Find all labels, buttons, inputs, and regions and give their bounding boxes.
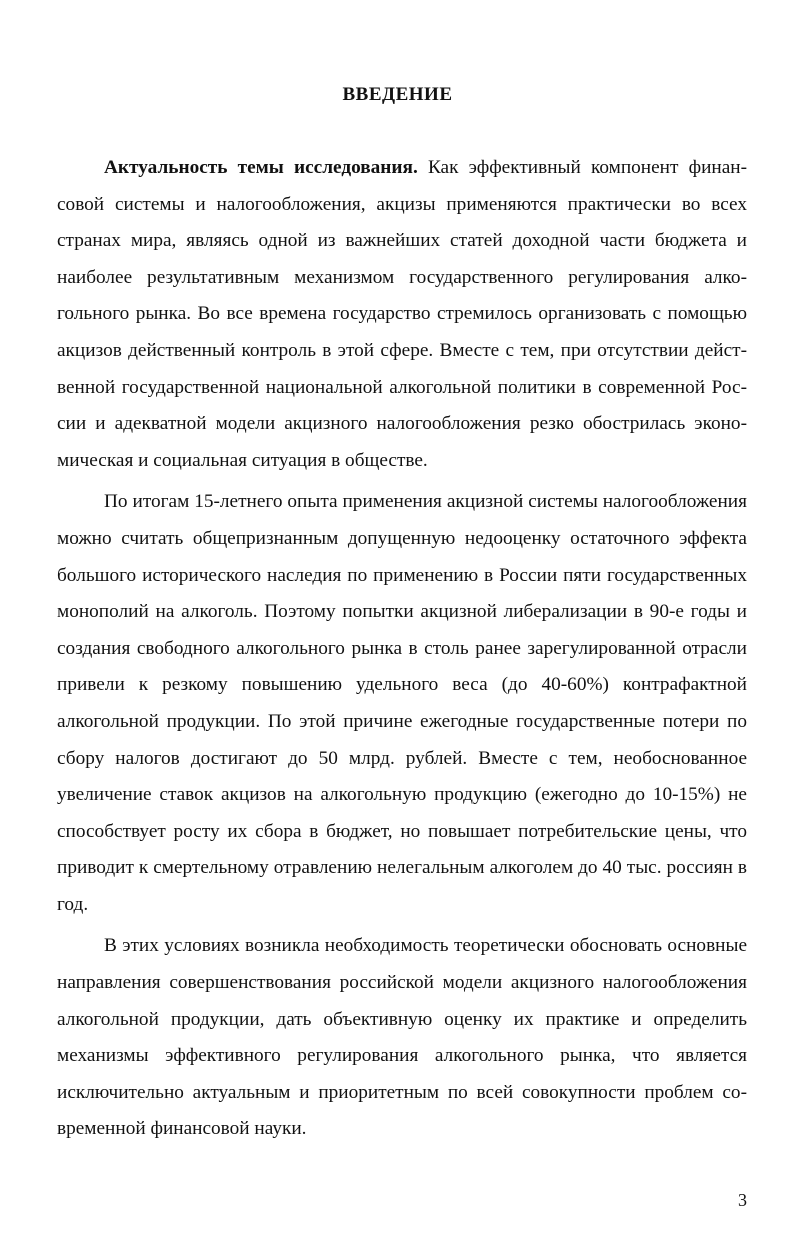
paragraph-lead: Актуальность темы исследования. (104, 157, 418, 178)
paragraph-2 (57, 484, 747, 923)
paragraph-3 (57, 928, 747, 1148)
paragraph-text: В этих условиях возникла необходимость теоретически обосновать основные направления совершенствования российской модели акцизного налогообложения алкогольной продукции, дать объективную оценку их практике и определить механизмы эффективного регулирования алкогольного рынка, что является исключительно актуальным и приоритетным по всей совокупности проблем современной финансовой науки. (57, 935, 747, 1140)
paragraph-text: Как эффективный компонент финансовой системы и налогообложения, акцизы применяются практически во всех странах мира, являясь одной из важнейших статей доходной части бюджета и наиболее результативным механизмом государственного регулирования алкогольного рынка. Во все времена государство стремилось организовать с помощью акцизов действенный контроль в этой сфере. Вместе с тем, при отсутствии действенной государственной национальной алкогольной политики в современной России и адекватной модели акцизного налогообложения резко обострилась экономическая и социальная ситуация в обществе. (57, 157, 747, 471)
paragraph-1 (57, 150, 747, 479)
document-body (57, 150, 747, 1148)
page-number: 3 (738, 1190, 747, 1210)
paragraph-text: По итогам 15-летнего опыта применения акцизной системы налогообложения можно считать общепризнанным допущенную недооценку остаточного эффекта большого исторического наследия по применению в России пяти государственных монополий на алкоголь. Поэтому попытки акцизной либерализации в 90-е годы и создания свободного алкогольного рынка в столь ранее зарегулированной отрасли привели к резкому повышению удельного веса (до 40-60%) контрафактной алкогольной продукции. По этой причине ежегодные государственные потери по сбору налогов достигают до 50 млрд. рублей. Вместе с тем, необоснованное увеличение ставок акцизов на алкогольную продукцию (ежегодно до 10-15%) не способствует росту их сбора в бюджет, но повышает потребительские цены, что приводит к смертельному отравлению нелегальным алкоголем до 40 тыс. россиян в год. (57, 491, 747, 915)
page-title: ВВЕДЕНИЕ (342, 84, 453, 105)
